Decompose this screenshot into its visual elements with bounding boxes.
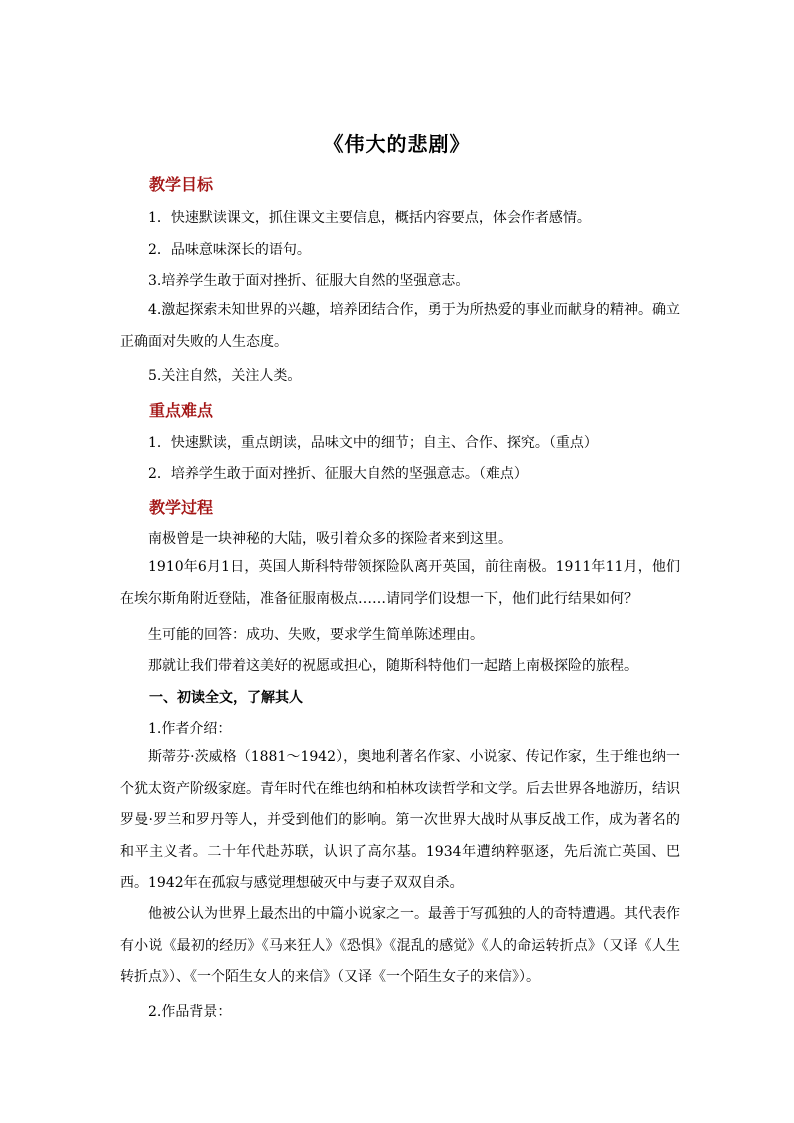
heading-teaching-process: 教学过程 — [149, 498, 214, 517]
heading-key-points: 重点难点 — [149, 401, 214, 420]
process-paragraph-2: 1910年6月1日，英国人斯科特带领探险队离开英国，前往南极。1911年11月，他们在埃尔斯角附近登陆，准备征服南极点……请同学们设想一下，他们此行结果如何？ — [120, 559, 680, 607]
process-paragraph-3: 生可能的回答：成功、失败，要求学生简单陈述理由。 — [148, 627, 484, 643]
background-label: 2.作品背景： — [148, 1004, 232, 1020]
subheading-first-reading: 一、初读全文，了解其人 — [149, 690, 303, 706]
document-title: 《伟大的悲剧》 — [323, 132, 471, 156]
goal-item-2: 2．品味意味深长的语句。 — [148, 242, 311, 258]
goal-item-5: 5.关注自然，关注人类。 — [148, 368, 302, 384]
author-paragraph-2: 他被公认为世界上最杰出的中篇小说家之一。最善于写孤独的人的奇特遭遇。其代表作有小说《最初的经历》《马来狂人》《恐惧》《混乱的感觉》《人的命运转折点》（又译《人生转折点》）、《一个陌生女人的来信》（又译《一个陌生女子的来信》）。 — [120, 906, 680, 985]
goal-item-3: 3.培养学生敢于面对挫折、征服大自然的坚强意志。 — [148, 273, 470, 289]
process-paragraph-4: 那就让我们带着这美好的祝愿或担心，随斯科特他们一起踏上南极探险的旅程。 — [148, 658, 638, 674]
keypoint-item-1: 1．快速默读，重点朗读，品味文中的细节；自主、合作、探究。（重点） — [148, 435, 598, 451]
goal-item-1: 1．快速默读课文，抓住课文主要信息，概括内容要点，体会作者感情。 — [148, 210, 591, 226]
process-paragraph-1: 南极曾是一块神秘的大陆，吸引着众多的探险者来到这里。 — [148, 531, 512, 547]
heading-teaching-goals: 教学目标 — [149, 175, 214, 194]
author-paragraph-1: 斯蒂芬·茨威格（1881～1942），奥地利著名作家、小说家、传记作家，生于维也纳一个犹太资产阶级家庭。青年时代在维也纳和柏林攻读哲学和文学。后去世界各地游历，结识罗曼·罗兰和罗丹等人，并受到他们的影响。第一次世界大战时从事反战工作，成为著名的和平主义者。二十年代赴苏联，认识了高尔基。1934年遭纳粹驱逐，先后流亡英国、巴西。1942年在孤寂与感觉理想破灭中与妻子双双自杀。 — [120, 749, 680, 891]
goal-item-4: 4.激起探索未知世界的兴趣，培养团结合作，勇于为所热爱的事业而献身的精神。确立正确面对失败的人生态度。 — [120, 302, 680, 350]
author-intro-label: 1.作者介绍： — [148, 721, 232, 737]
keypoint-item-2: 2．培养学生敢于面对挫折、征服大自然的坚强意志。（难点） — [148, 466, 528, 482]
